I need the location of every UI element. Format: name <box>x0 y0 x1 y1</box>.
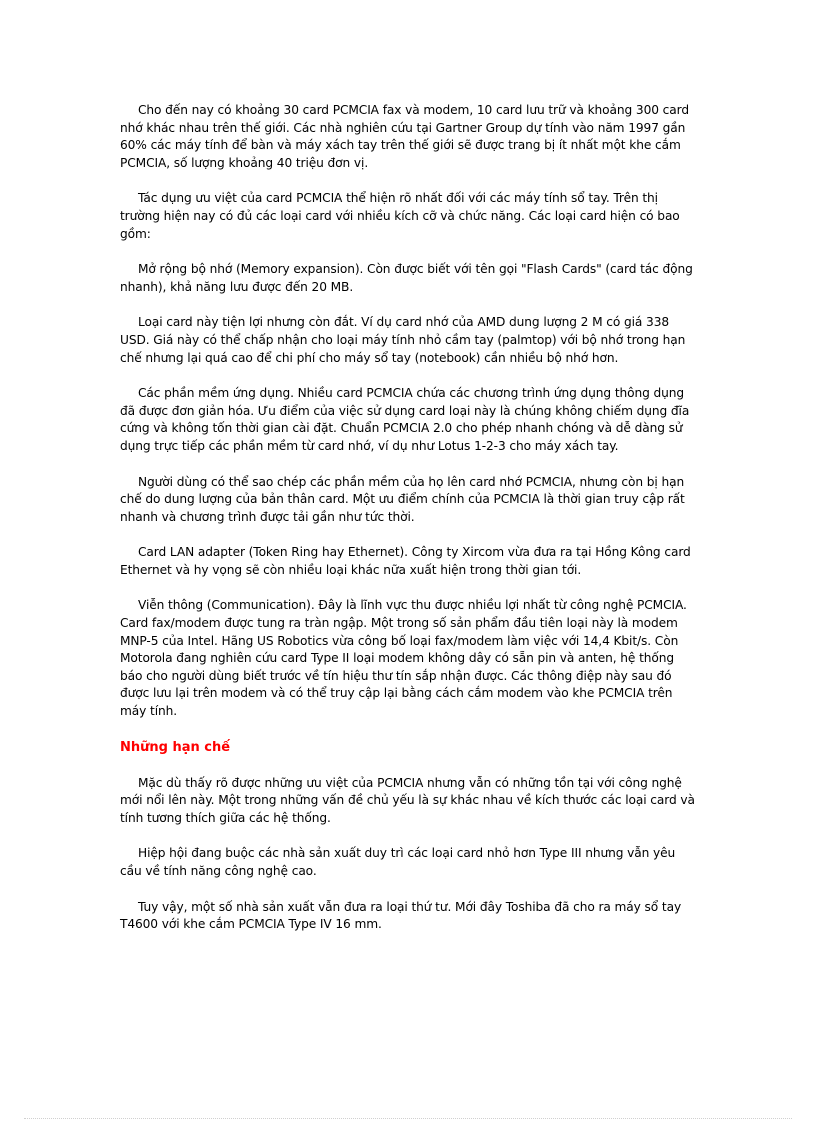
document-page <box>120 102 700 952</box>
paragraph-software-copy: Người dùng có thể sao chép các phần mềm của họ lên card nhớ PCMCIA, nhưng còn bị hạn chế do dung lượng của bản thân card. Một ưu điểm chính của PCMCIA là thời gian truy cập rất nhanh và chương trình được tải gần như tức thời. <box>120 474 685 524</box>
paragraph-communication: Viễn thông (Communication). Đây là lĩnh vực thu được nhiều lợi nhất từ công nghệ PCMCIA. Card fax/modem được tung ra tràn ngập. Một trong số sản phẩm đầu tiên loại này là modem MNP-5 của Intel. Hãng US Robotics vừa công bố loại fax/modem làm việc với 14,4 Kbit/s. Còn Motorola đang nghiên cứu card Type II loại modem không dây có sẵn pin và anten, hệ thống báo cho người dùng biết trước về tín hiệu thư tín sắp nhận được. Các thông điệp này sau đó được lưu lại trên modem và có thể truy cập lại bằng cách cắm modem vào khe PCMCIA trên máy tính. <box>120 598 687 719</box>
paragraph-pcmcia-card-count: Cho đến nay có khoảng 30 card PCMCIA fax và modem, 10 card lưu trữ và khoảng 300 card nhớ khác nhau trên thế giới. Các nhà nghiên cứu tại Gartner Group dự tính vào năm 1997 gần 60% các máy tính để bàn và máy xách tay trên thế giới sẽ được trang bị ít nhất một khe cắm PCMCIA, số lượng khoảng 40 triệu đơn vị. <box>120 103 689 170</box>
paragraph-software-applications: Các phần mềm ứng dụng. Nhiều card PCMCIA chứa các chương trình ứng dụng thông dụng đã được đơn giản hóa. Ưu điểm của việc sử dụng card loại này là chúng không chiếm dụng đĩa cứng và không tốn thời gian cài đặt. Chuẩn PCMCIA 2.0 cho phép nhanh chóng và dễ dàng sử dụng trực tiếp các phần mềm từ card nhớ, ví dụ như Lotus 1-2-3 cho máy xách tay. <box>120 386 690 453</box>
paragraph-limitations-intro: Mặc dù thấy rõ được những ưu việt của PCMCIA nhưng vẫn có những tồn tại với công nghệ mới nổi lên này. Một trong những vấn đề chủ yếu là sự khác nhau về kích thước các loại card và tính tương thích giữa các hệ thống. <box>120 775 695 825</box>
section-heading-limitations: Những hạn chế <box>120 739 231 755</box>
paragraph-memory-cost: Loại card này tiện lợi nhưng còn đắt. Ví dụ card nhớ của AMD dung lượng 2 M có giá 338 USD. Giá này có thể chấp nhận cho loại máy tính nhỏ cầm tay (palmtop) với bộ nhớ trong hạn chế nhưng lại quá cao để chi phí cho máy sổ tay (notebook) cần nhiều bộ nhớ hơn. <box>120 315 686 365</box>
paragraph-memory-expansion: Mở rộng bộ nhớ (Memory expansion). Còn được biết với tên gọi "Flash Cards" (card tác động nhanh), khả năng lưu được đến 20 MB. <box>120 262 693 294</box>
page-bottom-divider <box>24 1118 792 1119</box>
paragraph-lan-adapter: Card LAN adapter (Token Ring hay Ethernet). Công ty Xircom vừa đưa ra tại Hồng Kông card Ethernet và hy vọng sẽ còn nhiều loại khác nữa xuất hiện trong thời gian tới. <box>120 545 691 577</box>
paragraph-notebook-advantage: Tác dụng ưu việt của card PCMCIA thể hiện rõ nhất đối với các máy tính sổ tay. Trên thị trường hiện nay có đủ các loại card với nhiều kích cỡ và chức năng. Các loại card hiện có bao gồm: <box>120 191 680 241</box>
paragraph-association: Hiệp hội đang buộc các nhà sản xuất duy trì các loại card nhỏ hơn Type III nhưng vẫn yêu cầu về tính năng công nghệ cao. <box>120 846 676 878</box>
paragraph-type-iv: Tuy vậy, một số nhà sản xuất vẫn đưa ra loại thứ tư. Mới đây Toshiba đã cho ra máy sổ tay T4600 với khe cắm PCMCIA Type IV 16 mm. <box>120 899 682 932</box>
